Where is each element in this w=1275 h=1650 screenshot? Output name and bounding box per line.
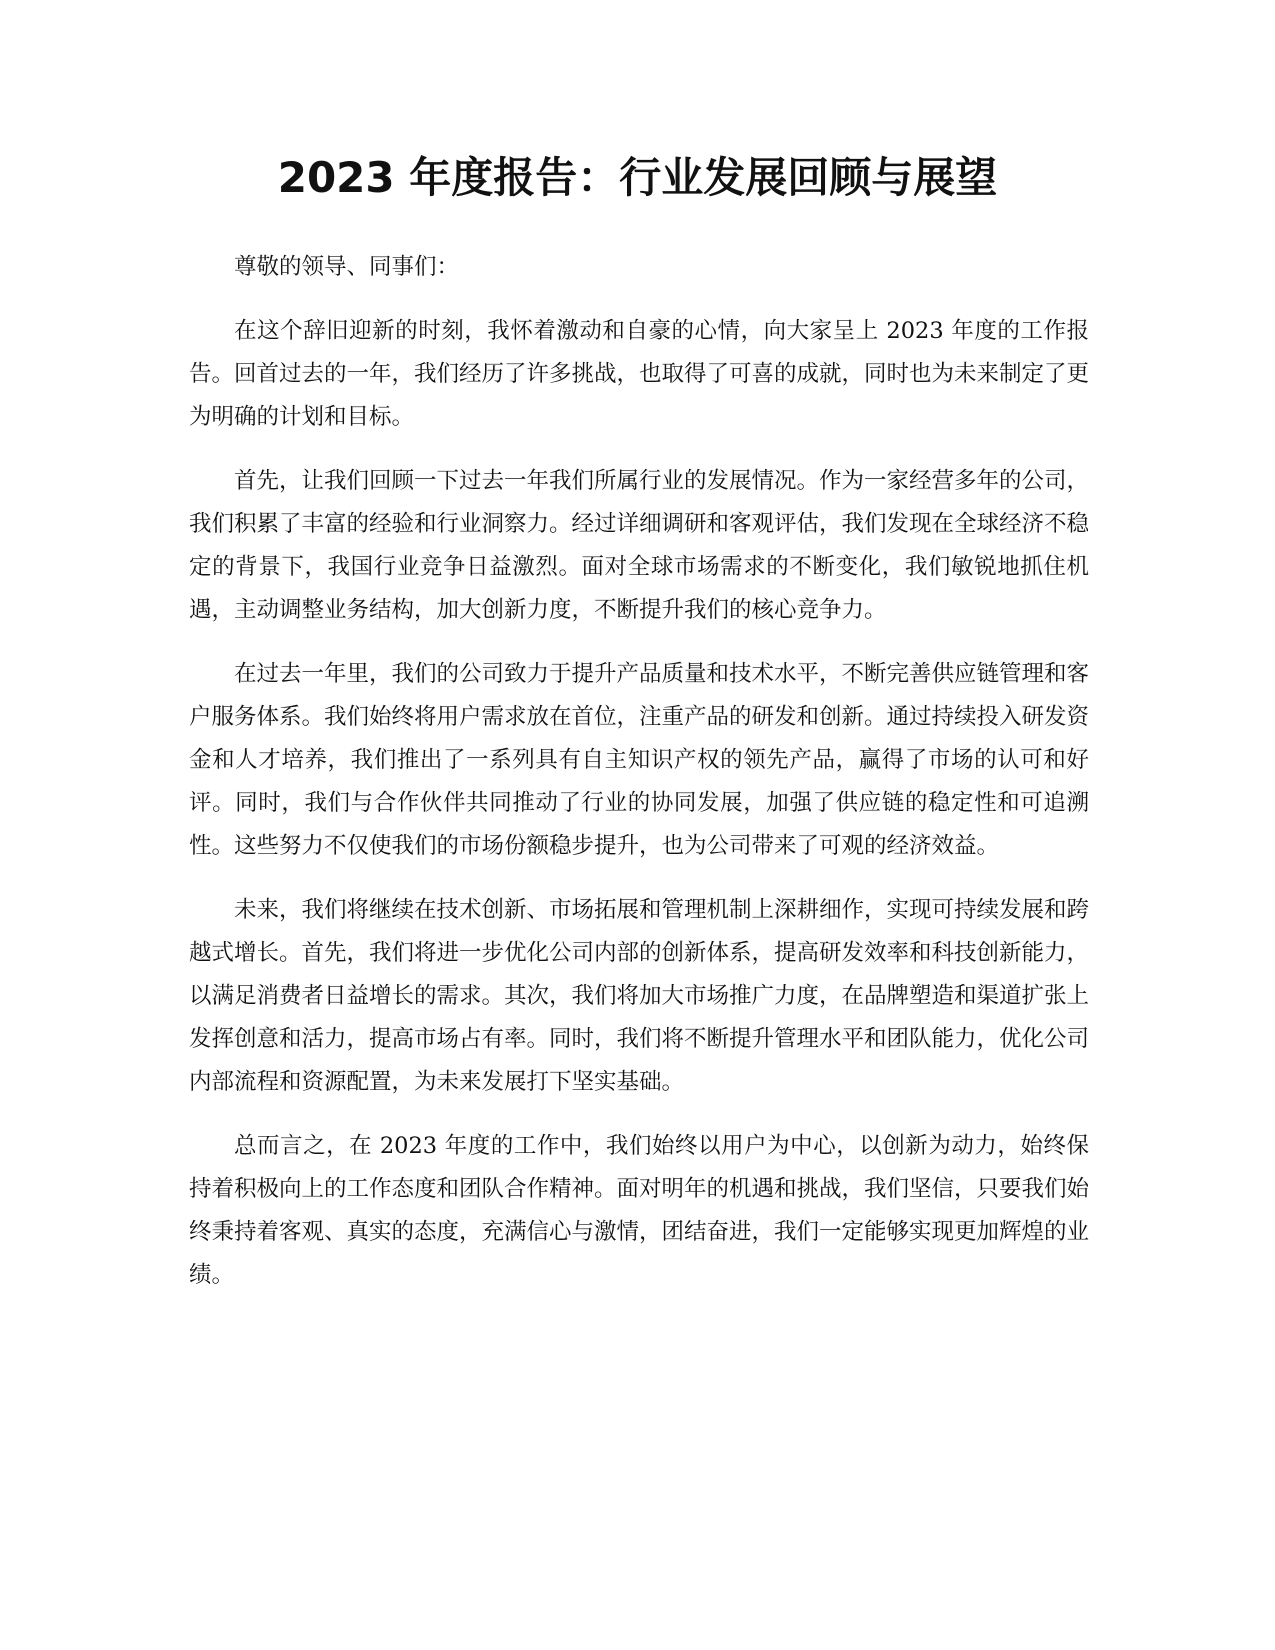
paragraph-intro: 在这个辞旧迎新的时刻，我怀着激动和自豪的心情，向大家呈上 2023 年度的工作报告。回首过去的一年，我们经历了许多挑战，也取得了可喜的成就，同时也为未来制定了更为明确的计划和目标。 [189,318,1090,430]
paragraph-review: 首先，让我们回顾一下过去一年我们所属行业的发展情况。作为一家经营多年的公司，我们积累了丰富的经验和行业洞察力。经过详细调研和客观评估，我们发现在全球经济不稳定的背景下，我国行业竞争日益激烈。面对全球市场需求的不断变化，我们敏锐地抓住机遇，主动调整业务结构，加大创新力度，不断提升我们的核心竞争力。 [189,468,1090,623]
salutation: 尊敬的领导、同事们： [234,254,460,280]
document-title: 2023 年度报告：行业发展回顾与展望 [277,153,998,202]
paragraph-achievements: 在过去一年里，我们的公司致力于提升产品质量和技术水平，不断完善供应链管理和客户服务体系。我们始终将用户需求放在首位，注重产品的研发和创新。通过持续投入研发资金和人才培养，我们推出了一系列具有自主知识产权的领先产品，赢得了市场的认可和好评。同时，我们与合作伙伴共同推动了行业的协同发展，加强了供应链的稳定性和可追溯性。这些努力不仅使我们的市场份额稳步提升，也为公司带来了可观的经济效益。 [189,661,1090,859]
paragraph-conclusion: 总而言之，在 2023 年度的工作中，我们始终以用户为中心，以创新为动力，始终保持着积极向上的工作态度和团队合作精神。面对明年的机遇和挑战，我们坚信，只要我们始终秉持着客观、真实的态度，充满信心与激情，团结奋进，我们一定能够实现更加辉煌的业绩。 [189,1133,1090,1288]
document-body [189,246,1089,1318]
paragraph-future: 未来，我们将继续在技术创新、市场拓展和管理机制上深耕细作，实现可持续发展和跨越式增长。首先，我们将进一步优化公司内部的创新体系，提高研发效率和科技创新能力，以满足消费者日益增长的需求。其次，我们将加大市场推广力度，在品牌塑造和渠道扩张上发挥创意和活力，提高市场占有率。同时，我们将不断提升管理水平和团队能力，优化公司内部流程和资源配置，为未来发展打下坚实基础。 [189,897,1090,1095]
